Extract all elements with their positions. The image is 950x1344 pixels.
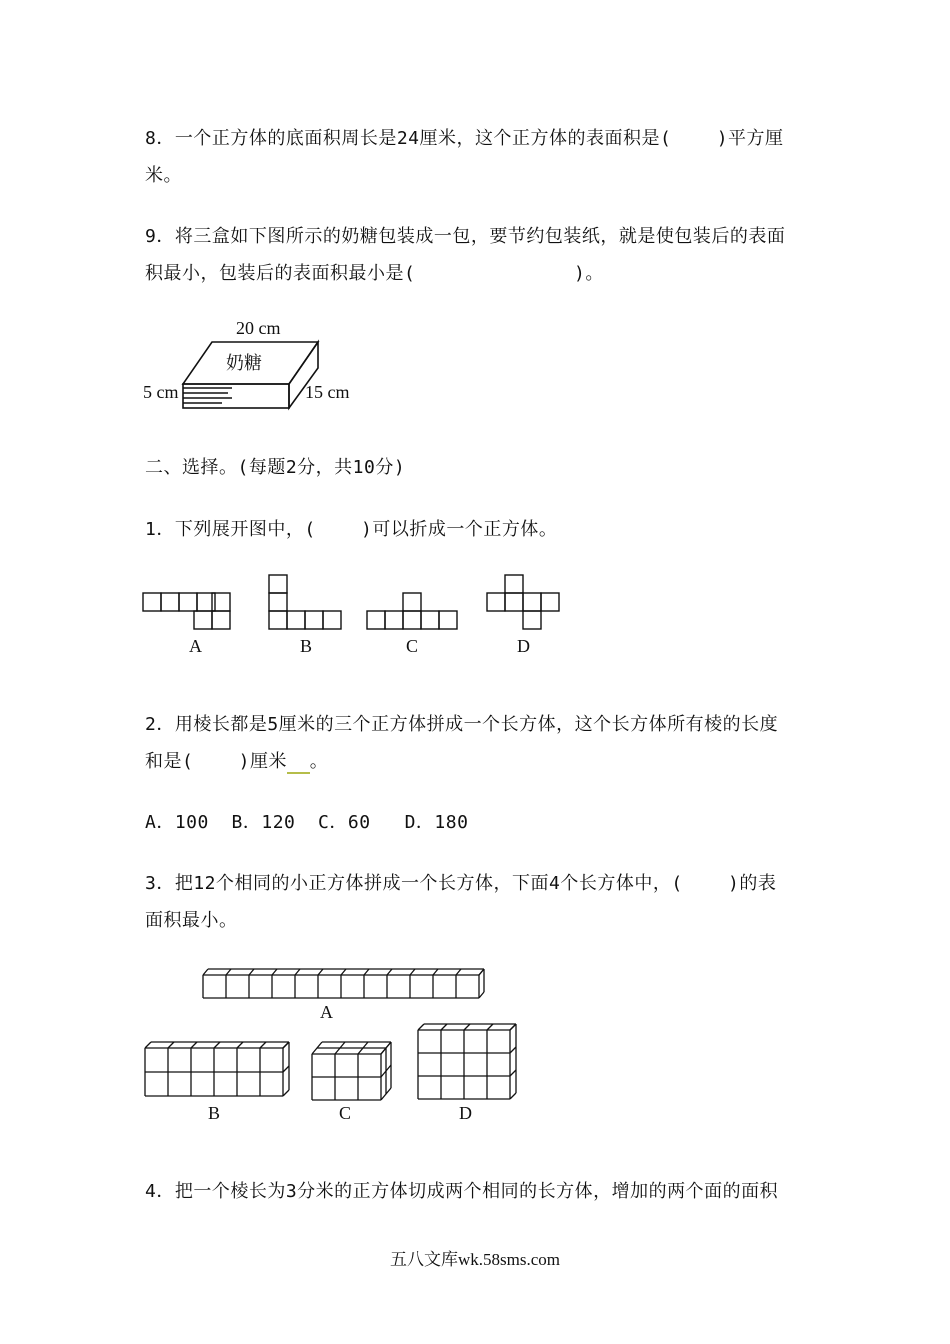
c2-line2-main: 和是( )厘米: [145, 751, 288, 772]
footer-watermark: 五八文库wk.58sms.com: [390, 1250, 560, 1269]
section2-heading: 二、选择。(每题2分，共10分): [145, 457, 406, 478]
box-height-label: 5 cm: [143, 382, 179, 402]
net-d-label: D: [517, 636, 530, 656]
c2-line2-end: 。: [309, 751, 329, 772]
cuboid-b-label: B: [208, 1103, 221, 1123]
cuboid-c-label: C: [339, 1103, 352, 1123]
cuboid-d-label: D: [459, 1103, 472, 1123]
net-a-label: A: [189, 636, 202, 656]
c2-choices: A．100 B．120 C．60 D．180: [145, 812, 469, 833]
c4-line1: 4．把一个棱长为3分米的正方体切成两个相同的长方体，增加的两个面的面积: [145, 1181, 779, 1202]
c3-line1: 3．把12个相同的小正方体拼成一个长方体，下面4个长方体中，( )的表: [145, 873, 777, 894]
cuboid-d: [418, 1024, 516, 1099]
cuboid-b: [145, 1042, 289, 1096]
box-name-label: 奶糖: [226, 353, 262, 373]
c1-stem: 1．下列展开图中，( )可以折成一个正方体。: [145, 519, 558, 540]
net-b-label: B: [300, 636, 313, 656]
q8-line2: 米。: [145, 165, 182, 186]
box-width-label: 15 cm: [305, 382, 350, 402]
cuboid-a-label: A: [320, 1002, 333, 1022]
q9-line2: 积最小，包装后的表面积最小是( )。: [145, 263, 604, 284]
net-c-label: C: [406, 636, 419, 656]
cuboid-a: [203, 969, 484, 998]
c2-line1: 2．用棱长都是5厘米的三个正方体拼成一个长方体，这个长方体所有棱的长度: [145, 714, 779, 735]
box-length-label: 20 cm: [236, 318, 281, 338]
q8-line1: 8．一个正方体的底面积周长是24厘米，这个正方体的表面积是( )平方厘: [145, 128, 784, 149]
cuboid-c: [312, 1042, 391, 1100]
q9-line1: 9．将三盒如下图所示的奶糖包装成一包，要节约包装纸，就是使包装后的表面: [145, 226, 786, 247]
c3-line2: 面积最小。: [145, 910, 238, 931]
